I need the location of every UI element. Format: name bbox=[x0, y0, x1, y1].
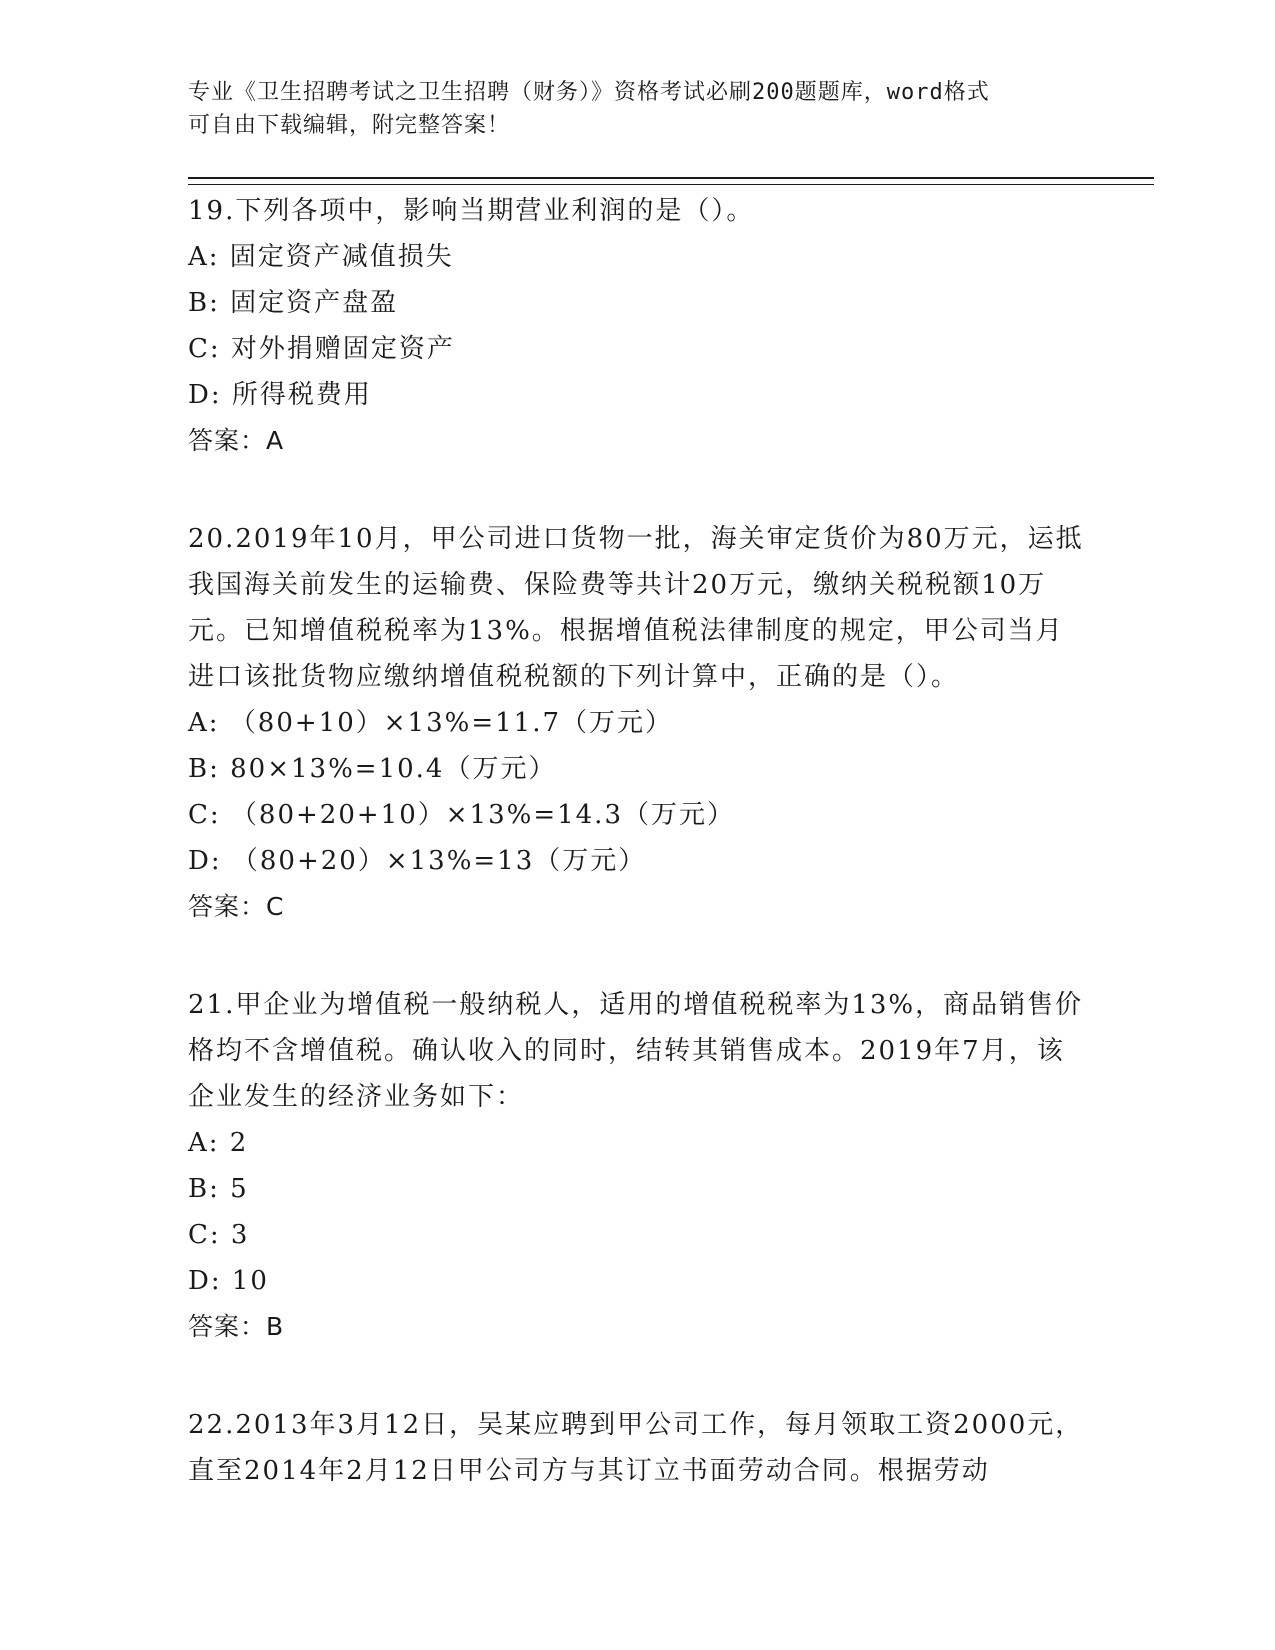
header-title-line: 专业《卫生招聘考试之卫生招聘（财务）》资格考试必刷200题题库，word格式 bbox=[188, 80, 990, 105]
question-list bbox=[188, 188, 1088, 1546]
option-a: A: 2 bbox=[188, 1128, 249, 1158]
option-b: B: 80×13%=10.4（万元） bbox=[188, 754, 557, 784]
answer-line: 答案：B bbox=[188, 1312, 285, 1341]
option-c: C: 对外捐赠固定资产 bbox=[188, 334, 455, 364]
option-d: D: 所得税费用 bbox=[188, 380, 372, 410]
option-a: A: （80+10）×13%=11.7（万元） bbox=[188, 708, 674, 738]
option-d: D: 10 bbox=[188, 1266, 269, 1296]
header-divider bbox=[188, 177, 1154, 185]
question-21 bbox=[188, 982, 1088, 1350]
question-stem: 21.甲企业为增值税一般纳税人，适用的增值税税率为13%，商品销售价格均不含增值税。确认收入的同时，结转其销售成本。2019年7月，该企业发生的经济业务如下： bbox=[188, 990, 1084, 1112]
answer-line: 答案：C bbox=[188, 892, 285, 921]
question-stem: 22.2013年3月12日，吴某应聘到甲公司工作，每月领取工资2000元，直至2014年2月12日甲公司方与其订立书面劳动合同。根据劳动 bbox=[188, 1410, 1084, 1486]
question-20 bbox=[188, 516, 1088, 930]
option-a: A: 固定资产减值损失 bbox=[188, 242, 454, 272]
option-c: C: 3 bbox=[188, 1220, 250, 1250]
option-d: D: （80+20）×13%=13（万元） bbox=[188, 846, 647, 876]
question-22 bbox=[188, 1402, 1088, 1494]
answer-line: 答案：A bbox=[188, 426, 285, 455]
header-subtitle-line: 可自由下载编辑，附完整答案！ bbox=[188, 113, 511, 138]
question-stem: 19.下列各项中，影响当期营业利润的是（）。 bbox=[188, 196, 755, 226]
option-b: B: 5 bbox=[188, 1174, 249, 1204]
option-c: C: （80+20+10）×13%=14.3（万元） bbox=[188, 800, 735, 830]
question-19 bbox=[188, 188, 1088, 464]
option-b: B: 固定资产盘盈 bbox=[188, 288, 399, 318]
document-header bbox=[188, 76, 1088, 142]
question-stem: 20.2019年10月，甲公司进口货物一批，海关审定货价为80万元，运抵我国海关前发生的运输费、保险费等共计20万元，缴纳关税税额10万元。已知增值税税率为13%。根据增值税法律制度的规定，甲公司当月进口该批货物应缴纳增值税税额的下列计算中，正确的是（）。 bbox=[188, 524, 1084, 692]
